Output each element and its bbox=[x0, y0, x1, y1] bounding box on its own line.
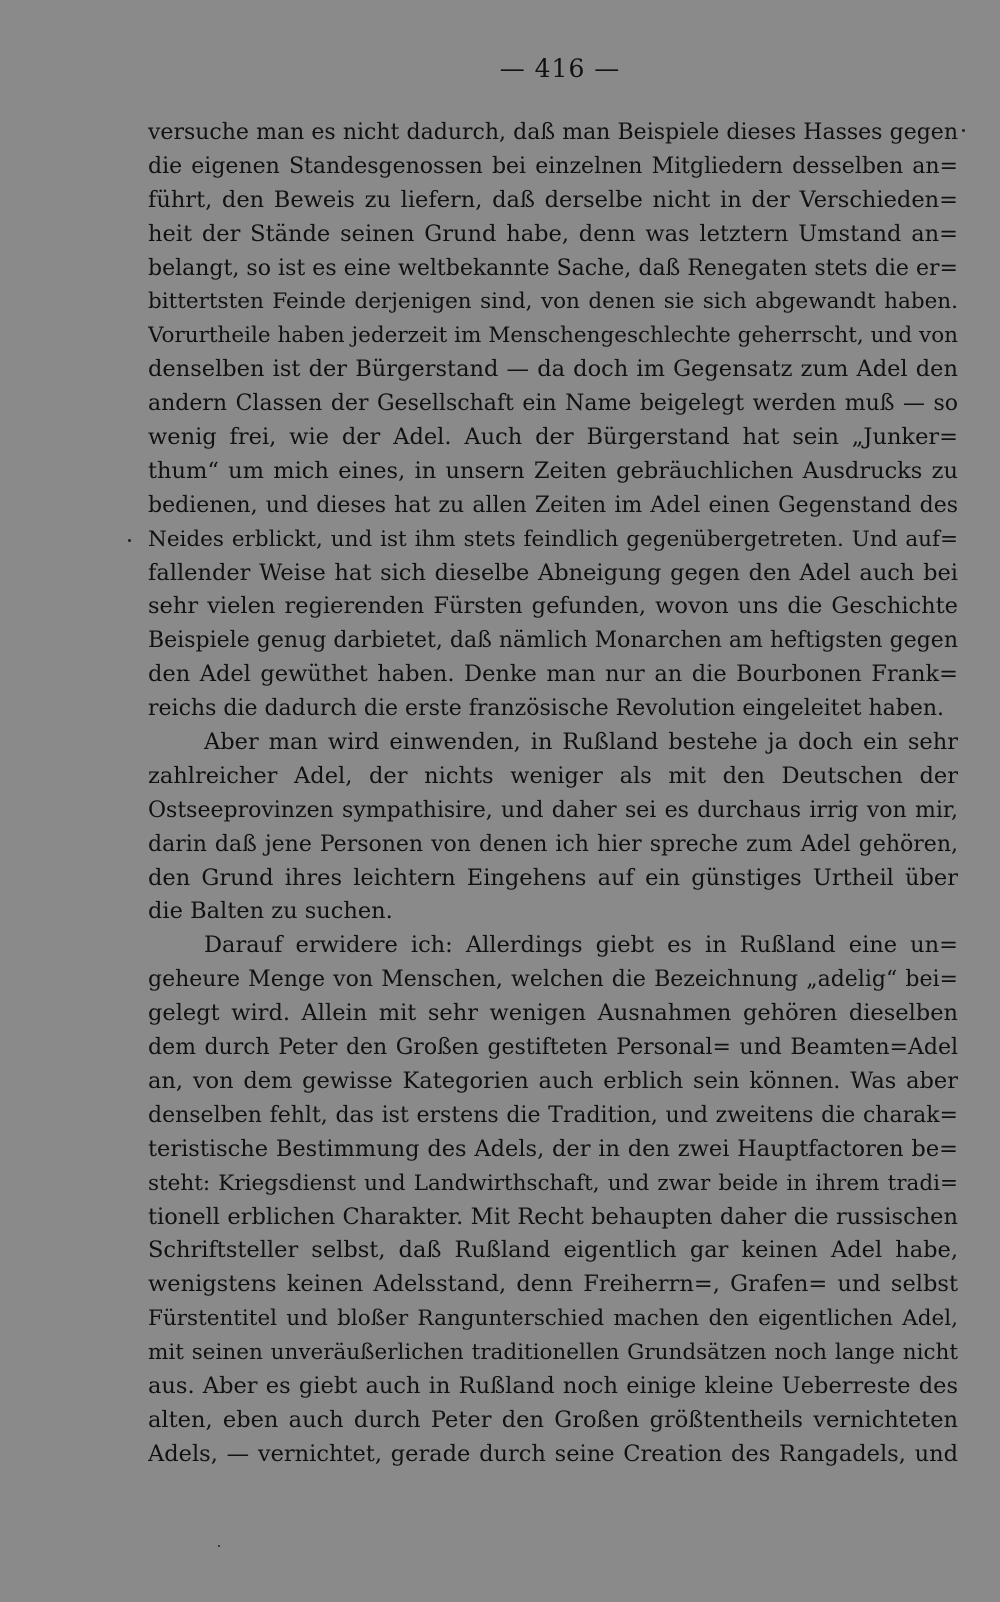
page-number: — 416 — bbox=[499, 54, 621, 83]
text-line: reichs die dadurch die erste französische Revolution eingeleitet haben. bbox=[148, 696, 945, 722]
text-line: geheure Menge von Menschen, welchen die Bezeichnung „adelig“ bei= bbox=[148, 967, 958, 993]
text-line: Aber man wird einwenden, in Rußland bestehe ja doch ein sehr bbox=[204, 729, 958, 756]
text-line: darin daß jene Personen von denen ich hier spreche zum Adel gehören, bbox=[148, 831, 958, 857]
text-line: Fürstentitel und bloßer Rangunterschied machen den eigentlichen Adel, bbox=[148, 1306, 958, 1332]
text-line: versuche man es nicht dadurch, daß man Beispiele dieses Hasses gegen bbox=[148, 120, 958, 145]
text-line: Beispiele genug darbietet, daß nämlich Monarchen am heftigsten gegen bbox=[148, 628, 958, 654]
text-line: Darauf erwidere ich: Allerdings giebt es in Rußland eine un= bbox=[204, 932, 958, 959]
text-line: andern Classen der Gesellschaft ein Name beigelegt werden muß — so bbox=[148, 391, 958, 417]
text-line: zahlreicher Adel, der nichts weniger als mit den Deutschen der bbox=[148, 762, 958, 789]
text-line: thum“ um mich eines, in unsern Zeiten gebräuchlichen Ausdrucks zu bbox=[148, 457, 958, 484]
text-line: führt, den Beweis zu liefern, daß derselbe nicht in der Verschieden= bbox=[148, 186, 958, 213]
text-line: denselben fehlt, das ist erstens die Tradition, und zweitens die charak= bbox=[148, 1102, 958, 1128]
text-line: sehr vielen regierenden Fürsten gefunden, wovon uns die Geschichte bbox=[148, 593, 958, 620]
text-line: gelegt wird. Allein mit sehr wenigen Ausnahmen gehören dieselben bbox=[148, 1000, 958, 1027]
text-line: bedienen, und dieses hat zu allen Zeiten im Adel einen Gegenstand des bbox=[148, 492, 958, 518]
text-line: die Balten zu suchen. bbox=[148, 898, 393, 925]
text-line: fallender Weise hat sich dieselbe Abneigung gegen den Adel auch bei bbox=[148, 559, 958, 586]
text-line: heit der Stände seinen Grund habe, denn was letztern Umstand an= bbox=[148, 220, 958, 247]
text-line: bittertsten Feinde derjenigen sind, von denen sie sich abgewandt haben. bbox=[148, 289, 958, 315]
text-line: Adels, — vernichtet, gerade durch seine Creation des Rangadels, und bbox=[148, 1440, 958, 1467]
text-line: an, von dem gewisse Kategorien auch erblich sein können. Was aber bbox=[148, 1067, 958, 1094]
text-line: alten, eben auch durch Peter den Großen größtentheils vernichteten bbox=[148, 1406, 958, 1433]
text-line: teristische Bestimmung des Adels, der in den zwei Hauptfactoren be= bbox=[148, 1135, 958, 1162]
print-speck bbox=[128, 539, 131, 542]
text-line: Vorurtheile haben jederzeit im Menschengeschlechte geherrscht, und von bbox=[148, 323, 958, 349]
text-line: Ostseeprovinzen sympathisire, und daher sei es durchaus irrig von mir, bbox=[148, 797, 958, 823]
print-speck bbox=[962, 129, 965, 132]
text-line: wenigstens keinen Adelsstand, denn Freiherrn=, Grafen= und selbst bbox=[148, 1271, 958, 1298]
text-line: mit seinen unveräußerlichen traditionellen Grundsätzen noch lange nicht bbox=[148, 1340, 958, 1366]
text-line: aus. Aber es giebt auch in Rußland noch einige kleine Ueberreste des bbox=[148, 1372, 958, 1399]
text-line: die eigenen Standesgenossen bei einzelnen Mitgliedern desselben an= bbox=[148, 153, 958, 179]
text-line: dem durch Peter den Großen gestifteten Personal= und Beamten=Adel bbox=[148, 1035, 958, 1061]
text-line: belangt, so ist es eine weltbekannte Sache, daß Renegaten stets die er= bbox=[148, 255, 958, 281]
print-speck bbox=[218, 1545, 220, 1547]
text-line: tionell erblichen Charakter. Mit Recht behaupten daher die russischen bbox=[148, 1203, 958, 1230]
body-text bbox=[148, 116, 958, 1472]
text-line: Neides erblickt, und ist ihm stets feindlich gegenübergetreten. Und auf= bbox=[148, 526, 958, 552]
text-line: wenig frei, wie der Adel. Auch der Bürgerstand hat sein „Junker= bbox=[148, 424, 958, 451]
text-line: den Grund ihres leichtern Eingehens auf ein günstiges Urtheil über bbox=[148, 864, 958, 891]
text-line: Schriftsteller selbst, daß Rußland eigentlich gar keinen Adel habe, bbox=[148, 1237, 958, 1264]
text-line: denselben ist der Bürgerstand — da doch im Gegensatz zum Adel den bbox=[148, 356, 958, 383]
text-line: den Adel gewüthet haben. Denke man nur an die Bourbonen Frank= bbox=[148, 661, 958, 688]
text-line: steht: Kriegsdienst und Landwirthschaft, und zwar beide in ihrem tradi= bbox=[148, 1170, 958, 1196]
